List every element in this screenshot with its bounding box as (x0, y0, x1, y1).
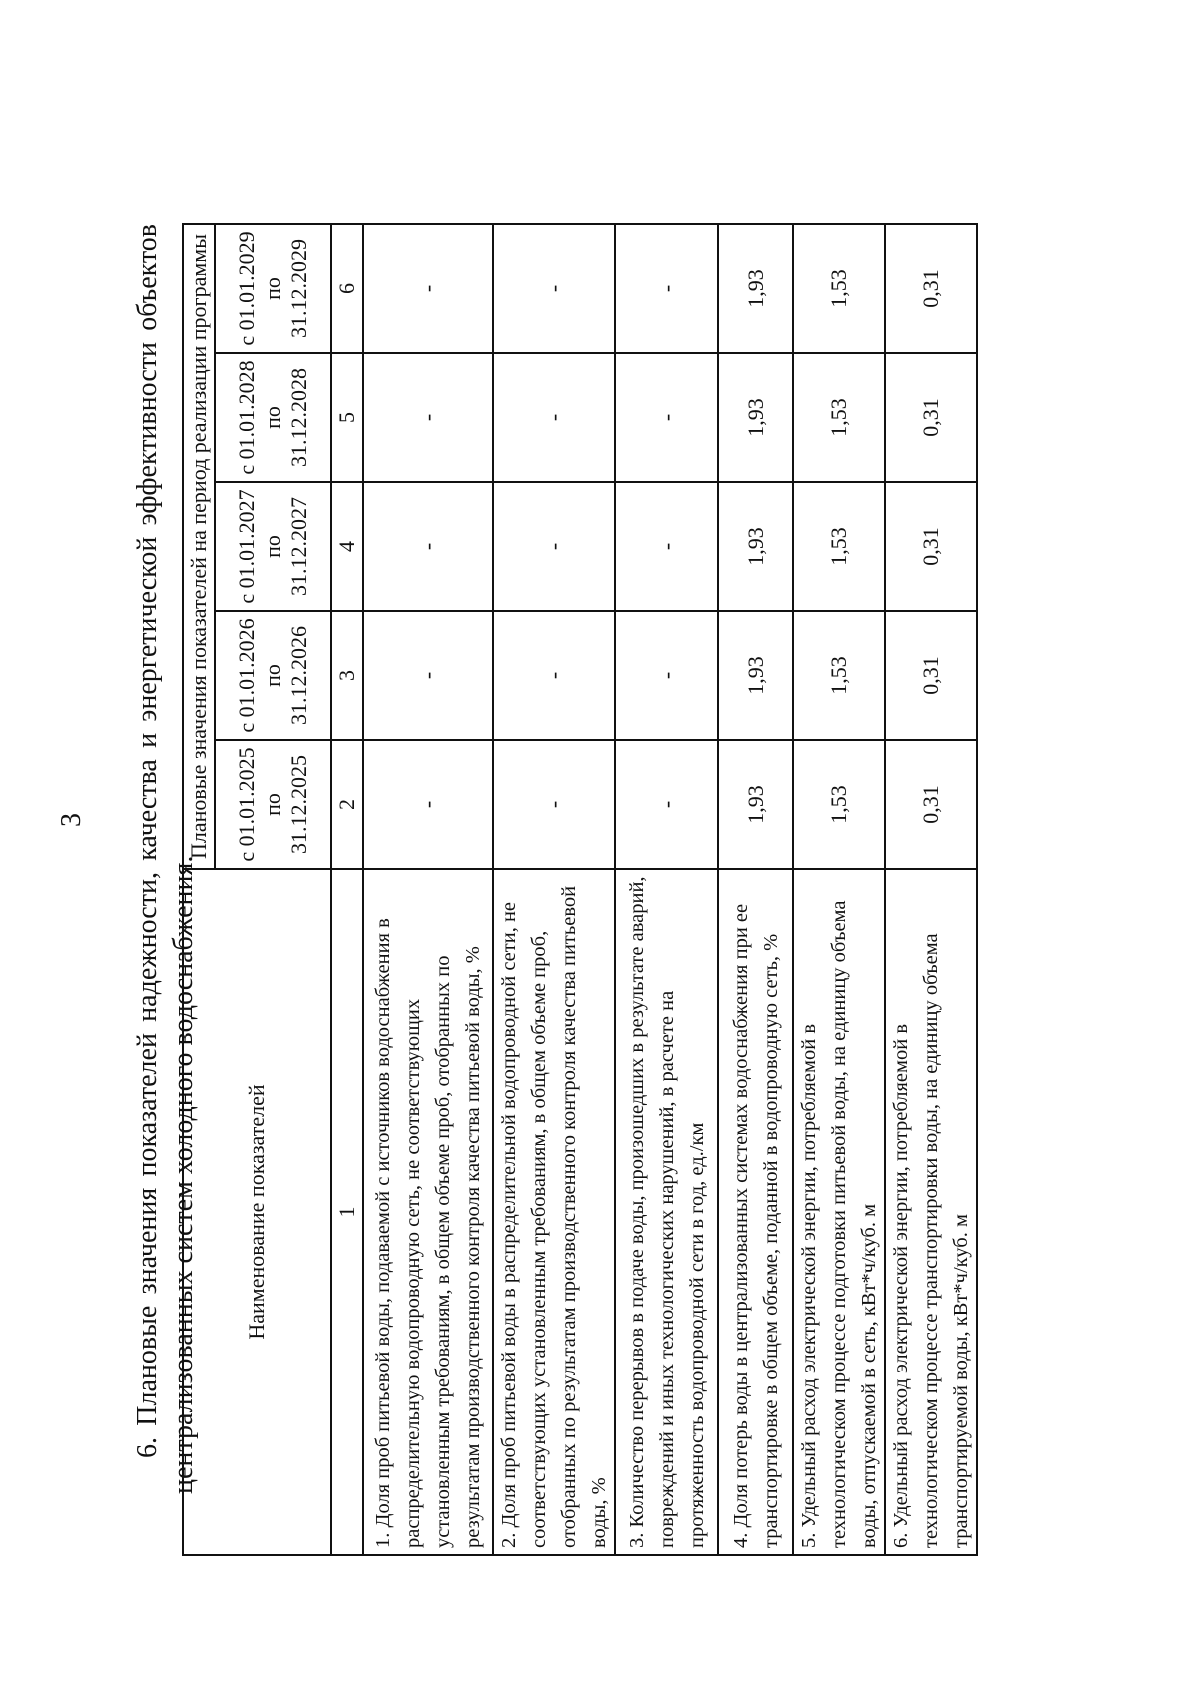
table-row (363, 224, 493, 1555)
indicator-value: - (615, 224, 718, 353)
indicator-value: - (363, 353, 493, 482)
indicator-name: 4. Доля потерь воды в централизованных системах водоснабжения при ее транспортировке в общем объеме, поданной в водопроводную сеть, % (718, 869, 793, 1555)
indicator-value: 0,31 (885, 353, 977, 482)
period-header: с 01.01.2025 по 31.12.2025 (215, 740, 331, 869)
table-row (885, 224, 977, 1555)
indicator-value: 0,31 (885, 740, 977, 869)
indicator-value: - (493, 482, 615, 611)
table-row (793, 224, 885, 1555)
indicators-table (182, 223, 978, 1556)
column-number: 4 (331, 482, 363, 611)
indicator-value: 1,53 (793, 611, 885, 740)
indicator-value: - (363, 740, 493, 869)
indicator-value: - (615, 353, 718, 482)
period-header: с 01.01.2029 по 31.12.2029 (215, 224, 331, 353)
indicator-value: 0,31 (885, 611, 977, 740)
page-number: 3 (56, 813, 87, 827)
period-header: с 01.01.2028 по 31.12.2028 (215, 353, 331, 482)
period-header: с 01.01.2026 по 31.12.2026 (215, 611, 331, 740)
column-number: 2 (331, 740, 363, 869)
indicator-name: 2. Доля проб питьевой воды в распределительной водопроводной сети, не соответствующих установленным требованиям, в общем объеме проб, отобранных по результатам производственного контроля качества питьевой воды, % (493, 869, 615, 1555)
table-row (493, 224, 615, 1555)
column-number-row (331, 224, 363, 1555)
indicator-value: - (363, 224, 493, 353)
indicator-value: 1,93 (718, 224, 793, 353)
indicator-value: 1,53 (793, 482, 885, 611)
column-number: 5 (331, 353, 363, 482)
indicator-value: 1,93 (718, 353, 793, 482)
indicator-value: 0,31 (885, 224, 977, 353)
indicator-value: 1,93 (718, 611, 793, 740)
table-row (718, 224, 793, 1555)
indicator-value: - (363, 482, 493, 611)
indicator-value: - (363, 611, 493, 740)
table-row (615, 224, 718, 1555)
column-number: 6 (331, 224, 363, 353)
indicator-name: 1. Доля проб питьевой воды, подаваемой с источников водоснабжения в распределительную водопроводную сеть, не соответствующих установленным требованиям, в общем объеме проб, отобранных по результатам производственного контроля качества питьевой воды, % (363, 869, 493, 1555)
indicator-value: 1,53 (793, 740, 885, 869)
indicator-value: - (493, 353, 615, 482)
indicator-value: 1,53 (793, 353, 885, 482)
indicator-value: - (615, 740, 718, 869)
indicator-value: - (493, 224, 615, 353)
column-number: 3 (331, 611, 363, 740)
indicator-value: - (493, 611, 615, 740)
indicator-name: 3. Количество перерывов в подаче воды, произошедших в результате аварий, повреждений и иных технологических нарушений, в расчете на протяженность водопроводной сети в год, ед./км (615, 869, 718, 1555)
period-group-header: Плановые значения показателей на период реализации программы (183, 224, 215, 869)
header-row (183, 224, 215, 1555)
period-header: с 01.01.2027 по 31.12.2027 (215, 482, 331, 611)
indicator-value: 1,53 (793, 224, 885, 353)
indicator-name: 6. Удельный расход электрической энергии, потребляемой в технологическом процессе транспортировки воды, на единицу объема транспортируемой воды, кВт*ч/куб. м (885, 869, 977, 1555)
indicator-value: 1,93 (718, 482, 793, 611)
indicator-value: 1,93 (718, 740, 793, 869)
rotated-page (0, 44, 1200, 1704)
section-heading: 6. Плановые значения показателей надежности, качества и энергетической эффективности объектов централизованных систем холодного водоснабжения. (132, 224, 199, 1494)
indicator-name: 5. Удельный расход электрической энергии, потребляемой в технологическом процессе подготовки питьевой воды, на единицу объема воды, отпускаемой в сеть, кВт*ч/куб. м (793, 869, 885, 1555)
indicator-value: - (493, 740, 615, 869)
indicator-value: - (615, 482, 718, 611)
indicator-value: - (615, 611, 718, 740)
column-number: 1 (331, 869, 363, 1555)
name-column-header: Наименование показателей (183, 869, 331, 1555)
indicator-value: 0,31 (885, 482, 977, 611)
